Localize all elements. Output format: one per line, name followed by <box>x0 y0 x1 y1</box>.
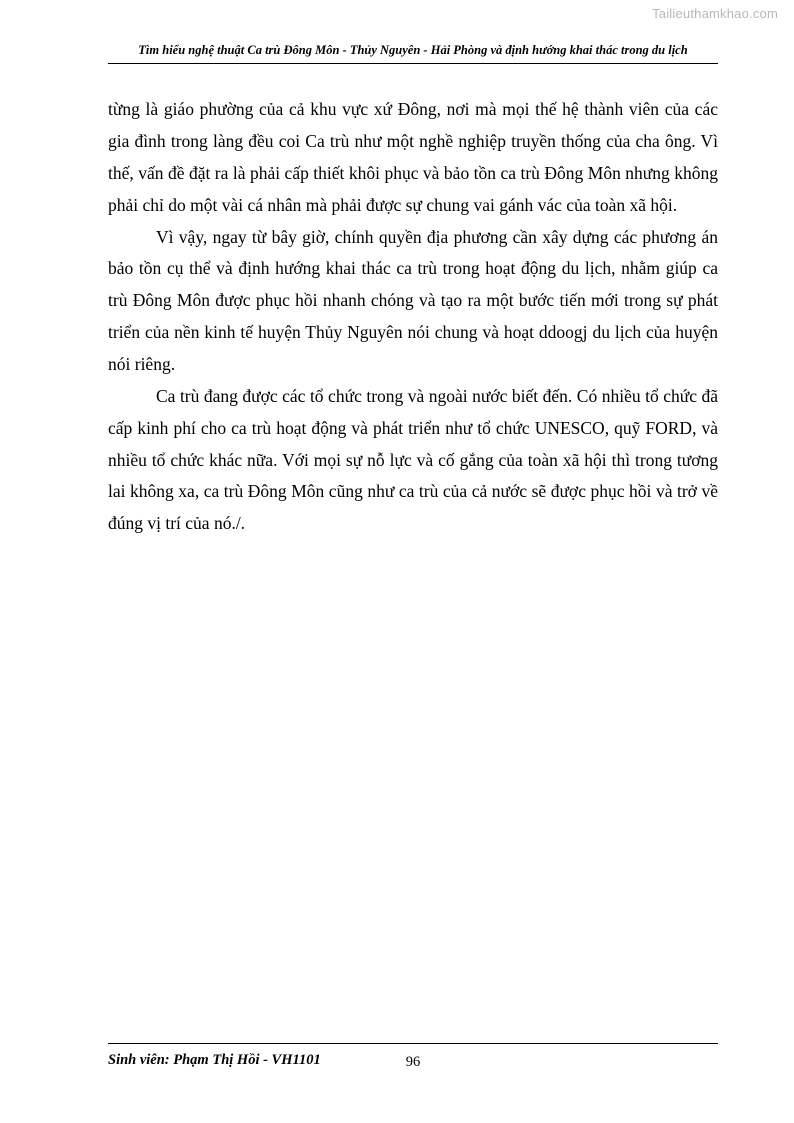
header-divider <box>108 63 718 64</box>
footer-divider <box>108 1043 718 1044</box>
running-header-title: Tìm hiểu nghệ thuật Ca trù Đông Môn - Thủy Nguyên - Hải Phòng và định hướng khai thác trong du lịch <box>138 43 688 57</box>
paragraph-2: Vì vậy, ngay từ bây giờ, chính quyền địa phương cần xây dựng các phương án bảo tồn cụ thể và định hướng khai thác ca trù trong hoạt động du lịch, nhằm giúp ca trù Đông Môn được phục hồi nhanh chóng và tạo ra một bước tiến mới trong sự phát triển của nền kinh tế huyện Thủy Nguyên nói chung và hoạt ddoogj du lịch của huyện nói riêng. <box>108 226 718 374</box>
footer-row <box>108 1052 718 1074</box>
page-content <box>108 42 718 540</box>
watermark-text: Tailieuthamkhao.com <box>652 6 778 21</box>
paragraph-1: từng là giáo phường của cả khu vực xứ Đông, nơi mà mọi thế hệ thành viên của các gia đình trong làng đều coi Ca trù như một nghề nghiệp truyền thống của cha ông. Vì thế, vấn đề đặt ra là phải cấp thiết khôi phục và bảo tồn ca trù Đông Môn nhưng không phải chỉ do một vài cá nhân mà phải được sự chung vai gánh vác của toàn xã hội. <box>108 99 718 215</box>
footer-student-line: Sinh viên: Phạm Thị Hồi - VH1101 <box>108 1052 321 1068</box>
footer-page-number: 96 <box>405 1054 421 1070</box>
paragraph-3: Ca trù đang được các tổ chức trong và ngoài nước biết đến. Có nhiều tổ chức đã cấp kinh phí cho ca trù hoạt động và phát triển như tổ chức UNESCO, quỹ FORD, và nhiều tổ chức khác nữa. Với mọi sự nỗ lực và cố gắng của toàn xã hội thì trong tương lai không xa, ca trù Đông Môn cũng như ca trù của cả nước sẽ được phục hồi và trở về đúng vị trí của nó./. <box>108 385 718 534</box>
page-footer <box>108 1043 718 1074</box>
body-text <box>108 94 718 540</box>
